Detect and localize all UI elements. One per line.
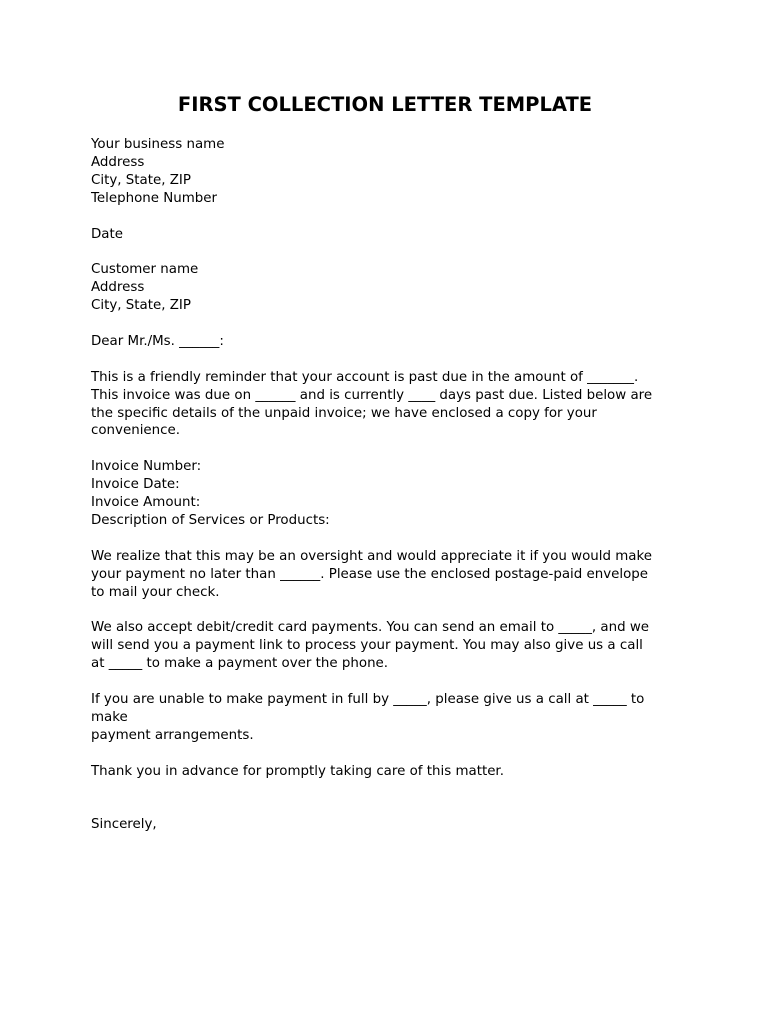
paragraph-line: your payment no later than ______. Please use the enclosed postage-paid envelope — [91, 566, 649, 582]
paragraph-reminder — [91, 369, 691, 441]
sender-name: Your business name — [91, 137, 225, 152]
paragraph-line: at _____ to make a payment over the phone. — [91, 656, 389, 672]
invoice-number-label: Invoice Number: — [91, 459, 202, 475]
recipient-block — [91, 261, 691, 315]
paragraph-line: This invoice was due on ______ and is currently ____ days past due. Listed below are — [91, 387, 653, 403]
paragraph-oversight — [91, 548, 691, 602]
paragraph-card-payments — [91, 619, 691, 673]
invoice-description-label: Description of Services or Products: — [91, 512, 330, 528]
letter-date: Date — [91, 226, 124, 242]
paragraph-line: Thank you in advance for promptly taking care of this matter. — [91, 763, 504, 779]
salutation: Dear Mr./Ms. ______: — [91, 333, 224, 349]
paragraph-line: to mail your check. — [91, 584, 220, 600]
closing-block — [91, 816, 691, 834]
sender-address: Address — [91, 154, 145, 170]
letter-body — [91, 136, 691, 852]
page-title: FIRST COLLECTION LETTER TEMPLATE — [177, 93, 593, 116]
invoice-amount-label: Invoice Amount: — [91, 495, 201, 511]
sender-city-state-zip: City, State, ZIP — [91, 172, 191, 188]
invoice-date-label: Invoice Date: — [91, 477, 180, 493]
salutation-block — [91, 333, 691, 351]
paragraph-arrangements — [91, 691, 691, 745]
recipient-name: Customer name — [91, 262, 199, 278]
paragraph-line: This is a friendly reminder that your account is past due in the amount of _______. — [91, 369, 639, 385]
recipient-address: Address — [91, 280, 145, 296]
paragraph-line: make — [91, 709, 128, 725]
recipient-city-state-zip: City, State, ZIP — [91, 298, 191, 314]
paragraph-line: If you are unable to make payment in full by _____, please give us a call at _____ to — [91, 691, 645, 707]
paragraph-line: will send you a payment link to process your payment. You may also give us a call — [91, 638, 643, 654]
sender-block — [91, 136, 691, 208]
sender-phone: Telephone Number — [91, 190, 218, 206]
paragraph-line: the specific details of the unpaid invoice; we have enclosed a copy for your — [91, 405, 597, 421]
date-block — [91, 226, 691, 244]
paragraph-line: convenience. — [91, 423, 180, 439]
closing: Sincerely, — [91, 817, 157, 833]
paragraph-line: payment arrangements. — [91, 727, 254, 743]
paragraph-line: We also accept debit/credit card payments. You can send an email to _____, and we — [91, 620, 650, 636]
paragraph-thanks — [91, 763, 691, 781]
invoice-details — [91, 458, 691, 530]
paragraph-line: We realize that this may be an oversight and would appreciate it if you would make — [91, 548, 653, 564]
